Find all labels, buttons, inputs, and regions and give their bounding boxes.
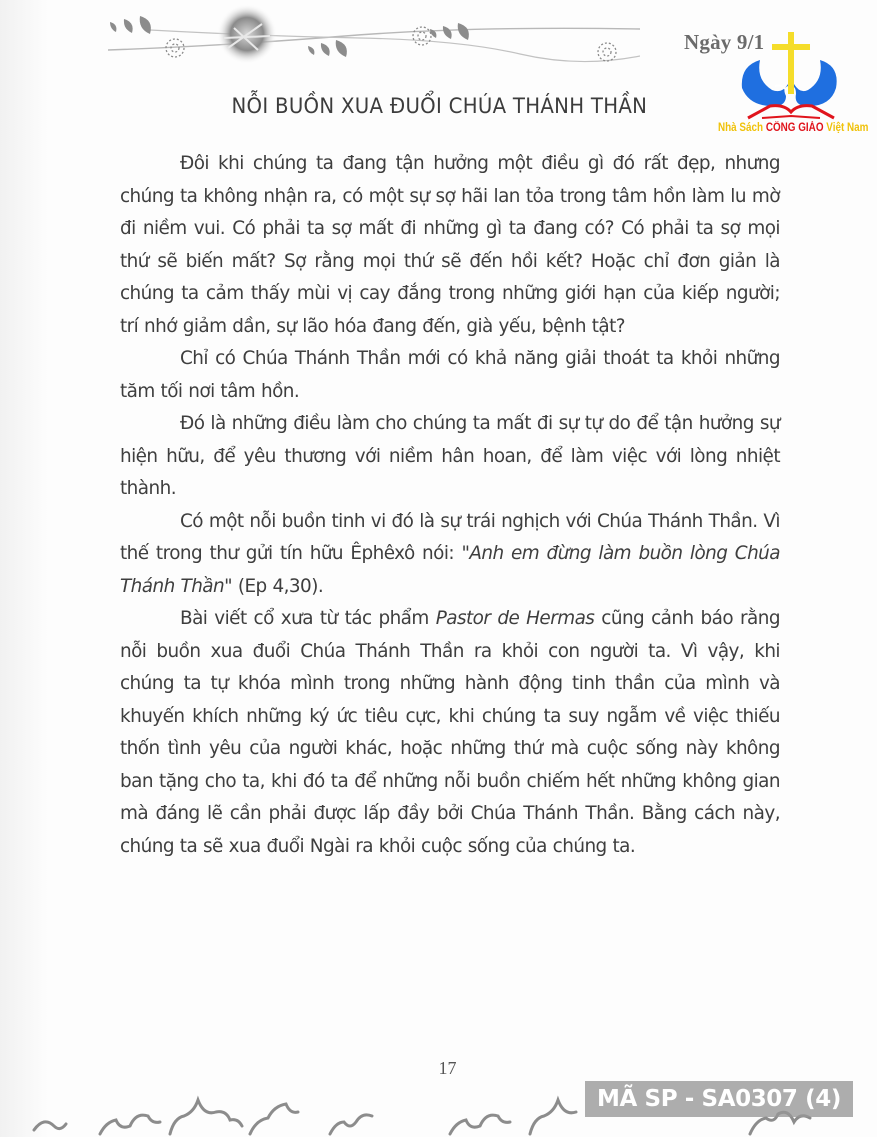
paragraph-with-quote: Có một nỗi buồn tinh vi đó là sự trái nghịch với Chúa Thánh Thần. Vì thế trong thư gửi tín hữu Êphêxô nói: "Anh em đừng làm buồn lòng Chúa Thánh Thần" (Ep 4,30).: [120, 510, 780, 597]
header-ornament-vine: [100, 4, 640, 66]
paragraph-with-citation: Bài viết cổ xưa từ tác phẩm Pastor de Hermas cũng cảnh báo rằng nỗi buồn xua đuổi Chúa Thánh Thần ra khỏi con người ta. Vì vậy, khi chúng ta tự khóa mình trong những hành động tinh thần của mình và khuyến khích những ký ức tiêu cực, khi chúng ta suy ngẫm về việc thiếu thốn tình yêu của người khác, hoặc những thứ mà cuộc sống này không ban tặng cho ta, khi đó ta để những nỗi buồn chiếm hết những không gian mà đáng lẽ cần phải được lấp đầy bởi Chúa Thánh Thần. Bằng cách này, chúng ta sẽ xua đuổi Ngài ra khỏi cuộc sống của chúng ta.: [120, 608, 780, 857]
publisher-name: Nhà Sách CÔNG GIÁO Việt Nam: [718, 122, 869, 134]
paragraph: Chỉ có Chúa Thánh Thần mới có khả năng giải thoát ta khỏi những tăm tối nơi tâm hồn.: [120, 348, 780, 402]
paragraph: Đó là những điều làm cho chúng ta mất đi sự tự do để tận hưởng sự hiện hữu, để yêu thương với niềm hân hoan, để làm việc với lòng nhiệt thành.: [120, 413, 780, 499]
scripture-quote: Anh em đừng làm buồn lòng Chúa Thánh Thần: [120, 543, 780, 597]
page-number: 17: [438, 1058, 457, 1078]
chapter-body: [120, 148, 780, 863]
paragraph: Đôi khi chúng ta đang tận hưởng một điều gì đó rất đẹp, nhưng chúng ta không nhận ra, có một sự sợ hãi lan tỏa trong tâm hồn làm lu mờ đi niềm vui. Có phải ta sợ mất đi những gì ta đang có? Có phải ta sợ mọi thứ sẽ biến mất? Sợ rằng mọi thứ sẽ đến hồi kết? Hoặc chỉ đơn giản là chúng ta cảm thấy mùi vị cay đắng trong những giới hạn của kiếp người; trí nhớ giảm dần, sự lão hóa đang đến, già yếu, bệnh tật?: [120, 153, 780, 337]
product-code-badge: MÃ SP - SA0307 (4): [585, 1081, 853, 1117]
publisher-logo: [712, 28, 872, 140]
work-title: Pastor de Hermas: [435, 608, 595, 629]
chapter-title: NỖI BUỒN XUA ĐUỔI CHÚA THÁNH THẦN: [231, 94, 648, 118]
page-gutter-shadow: [0, 0, 48, 1137]
page-date: Ngày 9/1: [684, 30, 765, 54]
